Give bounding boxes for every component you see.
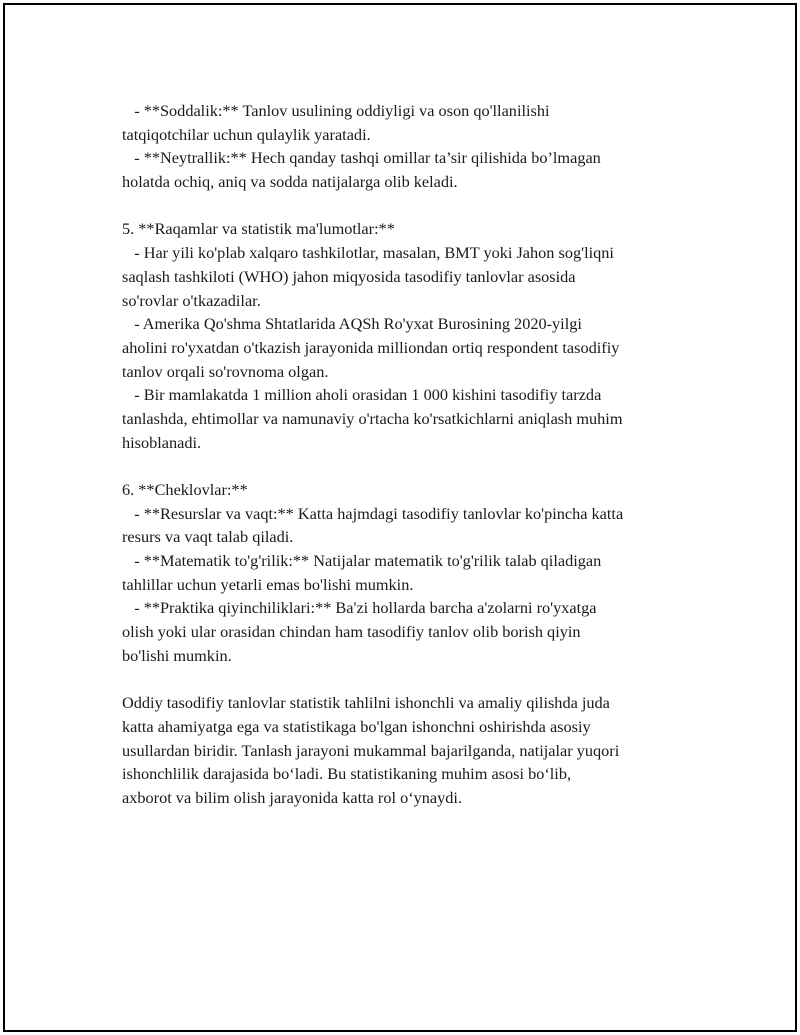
- text-line: usullardan biridir. Tanlash jarayoni mukammal bajarilganda, natijalar yuqori: [122, 740, 620, 760]
- text-line: hisoblanadi.: [122, 432, 202, 452]
- text-line: so'rovlar o'tkazadilar.: [122, 290, 261, 310]
- blank-line: [122, 454, 702, 478]
- text-line: tanlov orqali so'rovnoma olgan.: [122, 361, 329, 381]
- section-heading: 6. **Cheklovlar:**: [122, 480, 248, 499]
- blank-line: [122, 194, 702, 218]
- text-line: tahlillar uchun yetarli emas bo'lishi mumkin.: [122, 574, 414, 594]
- blank-line: [122, 668, 702, 692]
- text-line: bo'lishi mumkin.: [122, 645, 232, 665]
- text-line: - **Praktika qiyinchiliklari:** Ba'zi hollarda barcha a'zolarni ro'yxatga: [122, 598, 597, 618]
- text-line: - **Matematik to'g'rilik:** Natijalar matematik to'g'rilik talab qiladigan: [122, 551, 602, 571]
- text-line: - Bir mamlakatda 1 million aholi orasidan 1 000 kishini tasodifiy tarzda: [122, 385, 602, 405]
- text-line: axborot va bilim olish jarayonida katta rol o‘ynaydi.: [122, 787, 463, 807]
- text-line: - Har yili ko'plab xalqaro tashkilotlar, masalan, BMT yoki Jahon sog'liqni: [122, 243, 614, 263]
- text-line: olish yoki ular orasidan chindan ham tasodifiy tanlov olib borish qiyin: [122, 622, 581, 642]
- text-line: tatqiqotchilar uchun qulaylik yaratadi.: [122, 124, 371, 144]
- text-line: tanlashda, ehtimollar va namunaviy o'rtacha ko'rsatkichlarni aniqlash muhim: [122, 408, 623, 428]
- text-line: katta ahamiyatga ega va statistikaga bo'lgan ishonchni oshirishda asosiy: [122, 716, 591, 736]
- text-line: holatda ochiq, aniq va sodda natijalarga olib keladi.: [122, 172, 458, 192]
- text-line: ishonchlilik darajasida bo‘ladi. Bu statistikaning muhim asosi bo‘lib,: [122, 764, 572, 784]
- text-line: - **Soddalik:** Tanlov usulining oddiyligi va oson qo'llanilishi: [122, 101, 550, 120]
- text-line: - Amerika Qo'shma Shtatlarida AQSh Ro'yxat Burosining 2020-yilgi: [122, 314, 582, 334]
- text-line: - **Neytrallik:** Hech qanday tashqi omillar ta’sir qilishida bo’lmagan: [122, 148, 601, 168]
- text-line: aholini ro'yxatdan o'tkazish jarayonida milliondan ortiq respondent tasodifiy: [122, 337, 620, 357]
- text-line: resurs va vaqt talab qiladi.: [122, 527, 294, 547]
- text-line: saqlash tashkiloti (WHO) jahon miqyosida tasodifiy tanlovlar asosida: [122, 266, 576, 286]
- text-line: - **Resurslar va vaqt:** Katta hajmdagi tasodifiy tanlovlar ko'pincha katta: [122, 503, 624, 523]
- section-heading: 5. **Raqamlar va statistik ma'lumotlar:**: [122, 219, 395, 239]
- text-line: Oddiy tasodifiy tanlovlar statistik tahlilni ishonchli va amaliy qilishda juda: [122, 693, 610, 713]
- document-body: [122, 99, 702, 810]
- page-frame: [3, 3, 797, 1032]
